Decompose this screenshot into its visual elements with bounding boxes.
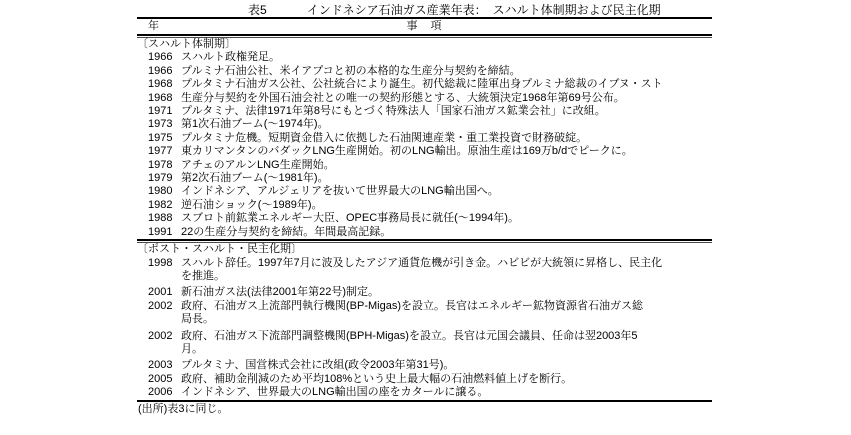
- year-cell: 1980: [148, 185, 173, 198]
- event-cell: [181, 65, 521, 78]
- table-row: [137, 212, 712, 225]
- event-line: スハルト政権発足。: [181, 51, 280, 64]
- event-line: 月。: [181, 342, 203, 355]
- event-cell: [181, 145, 633, 158]
- event-line: 第2次石油ブーム(～1981年)。: [181, 172, 329, 185]
- year-cell: 2002: [148, 329, 173, 342]
- event-cell: [181, 212, 519, 225]
- year-cell: 1977: [148, 145, 173, 158]
- section-label: 〔ポスト・スハルト・民主化期〕: [137, 243, 302, 256]
- table-row: [137, 118, 712, 131]
- event-line: インドネシア、世界最大のLNG輸出国の座をカタールに譲る。: [181, 386, 489, 399]
- year-cell: 2001: [148, 286, 173, 299]
- table-row: [137, 185, 712, 198]
- year-cell: 1968: [148, 91, 173, 104]
- event-line: インドネシア、アルジェリアを抜いて世界最大のLNG輸出国へ。: [181, 185, 499, 198]
- table-row: [137, 132, 712, 145]
- table-row: [137, 226, 712, 239]
- year-cell: 2003: [148, 359, 173, 372]
- table-row: [137, 78, 712, 91]
- event-line: プルミナ石油公社、米イアプコと初の本格的な生産分与契約を締結。: [181, 64, 521, 77]
- event-cell: [181, 199, 323, 212]
- event-line: 新石油ガス法(法律2001年第22号)制定。: [181, 286, 380, 299]
- table-body: [137, 38, 712, 400]
- event-cell: [181, 78, 663, 91]
- table-title-text: インドネシア石油ガス産業年表： スハルト体制期および民主化期: [306, 3, 661, 17]
- year-cell: 1973: [148, 118, 173, 131]
- event-cell: [181, 132, 587, 145]
- table-row: [137, 92, 712, 105]
- year-cell: 1988: [148, 212, 173, 225]
- table-row: [137, 172, 712, 185]
- table-row: [137, 199, 712, 212]
- table-row: [137, 286, 712, 299]
- table-row: [137, 159, 712, 172]
- year-cell: 1966: [148, 51, 173, 64]
- event-cell: [181, 118, 329, 131]
- year-cell: 2006: [148, 386, 173, 399]
- event-line: 政府、補助金削減のため平均108%という史上最大幅の石油燃料値上げを断行。: [181, 372, 573, 385]
- event-cell: [181, 373, 572, 386]
- event-cell: [181, 159, 335, 172]
- event-cell: [181, 92, 625, 105]
- event-line: 第1次石油ブーム(～1974年)。: [181, 118, 329, 131]
- table-row: [137, 386, 712, 399]
- event-cell: [181, 300, 643, 327]
- event-line: 東カリマンタンのバダックLNG生産開始。初のLNG輸出。原油生産は169万b/dでピークに。: [181, 145, 633, 158]
- event-line: プルタミナ危機。短期資金借入に依拠した石油関連産業・重工業投資で財務破綻。: [181, 131, 588, 144]
- table-header-row: [137, 19, 712, 34]
- event-cell: [181, 172, 329, 185]
- year-cell: 1966: [148, 64, 173, 77]
- event-cell: [181, 105, 606, 118]
- event-cell: [181, 286, 379, 299]
- item-column-header: 事 項: [406, 20, 443, 32]
- table-row: [137, 330, 712, 357]
- table-row: [137, 373, 712, 386]
- table-row: [137, 105, 712, 118]
- table-row: [137, 51, 712, 64]
- chronology-table: [137, 17, 712, 402]
- event-line: プルタミナ石油ガス公社、公社統合により誕生。初代総裁に陸軍出身プルミナ総裁のイブヌ・スト: [181, 78, 663, 91]
- table-row: [137, 65, 712, 78]
- event-cell: [181, 257, 662, 284]
- year-cell: 1998: [148, 256, 173, 269]
- year-cell: 1978: [148, 158, 173, 171]
- table-row: [137, 300, 712, 327]
- year-cell: 2005: [148, 372, 173, 385]
- event-line: を推進。: [181, 269, 225, 282]
- event-cell: [181, 386, 488, 399]
- source-note: (出所)表3に同じ。: [138, 402, 229, 415]
- year-cell: 1968: [148, 78, 173, 91]
- year-column-header: 年: [148, 20, 159, 32]
- event-cell: [181, 226, 391, 239]
- table-row: [137, 257, 712, 284]
- year-cell: 1979: [148, 172, 173, 185]
- table-number: 表5: [248, 3, 267, 17]
- table-row: [137, 359, 712, 372]
- event-cell: [181, 185, 499, 198]
- event-line: 政府、石油ガス下流部門調整機関(BPH-Migas)を設立。長官は元国会議員、任命は翌2003年5: [181, 329, 638, 342]
- event-cell: [181, 359, 454, 372]
- event-line: 局長。: [181, 313, 214, 326]
- event-line: スハルト辞任。1997年7月に波及したアジア通貨危機が引き金。ハビビが大統領に昇格し、民主化: [181, 256, 663, 269]
- event-line: 生産分与契約を外国石油会社との唯一の契約形態とする、大統領決定1968年第69号公布。: [181, 91, 625, 104]
- event-line: スブロト前鉱業エネルギー大臣、OPEC事務局長に就任(～1994年)。: [181, 212, 519, 225]
- event-cell: [181, 51, 280, 64]
- event-line: アチェのアルンLNG生産開始。: [181, 158, 335, 171]
- event-line: プルタミナ、国営株式会社に改組(政令2003年第31号)。: [181, 359, 455, 372]
- year-cell: 1975: [148, 131, 173, 144]
- year-cell: 1991: [148, 225, 173, 238]
- year-cell: 2002: [148, 299, 173, 312]
- event-line: 22の生産分与契約を締結。年間最高記録。: [181, 225, 392, 238]
- year-cell: 1982: [148, 198, 173, 211]
- year-cell: 1971: [148, 105, 173, 118]
- section-label: 〔スハルト体制期〕: [137, 38, 236, 50]
- table-title: [0, 0, 851, 17]
- event-line: プルタミナ、法律1971年第8号にもとづく特殊法人「国家石油ガス鉱業会社」に改組。: [181, 105, 606, 118]
- event-line: 逆石油ショック(～1989年)。: [181, 198, 323, 211]
- event-cell: [181, 330, 638, 357]
- table-row: [137, 145, 712, 158]
- event-line: 政府、石油ガス上流部門執行機関(BP-Migas)を設立。長官はエネルギー鉱物資源省石油ガス総: [181, 299, 644, 312]
